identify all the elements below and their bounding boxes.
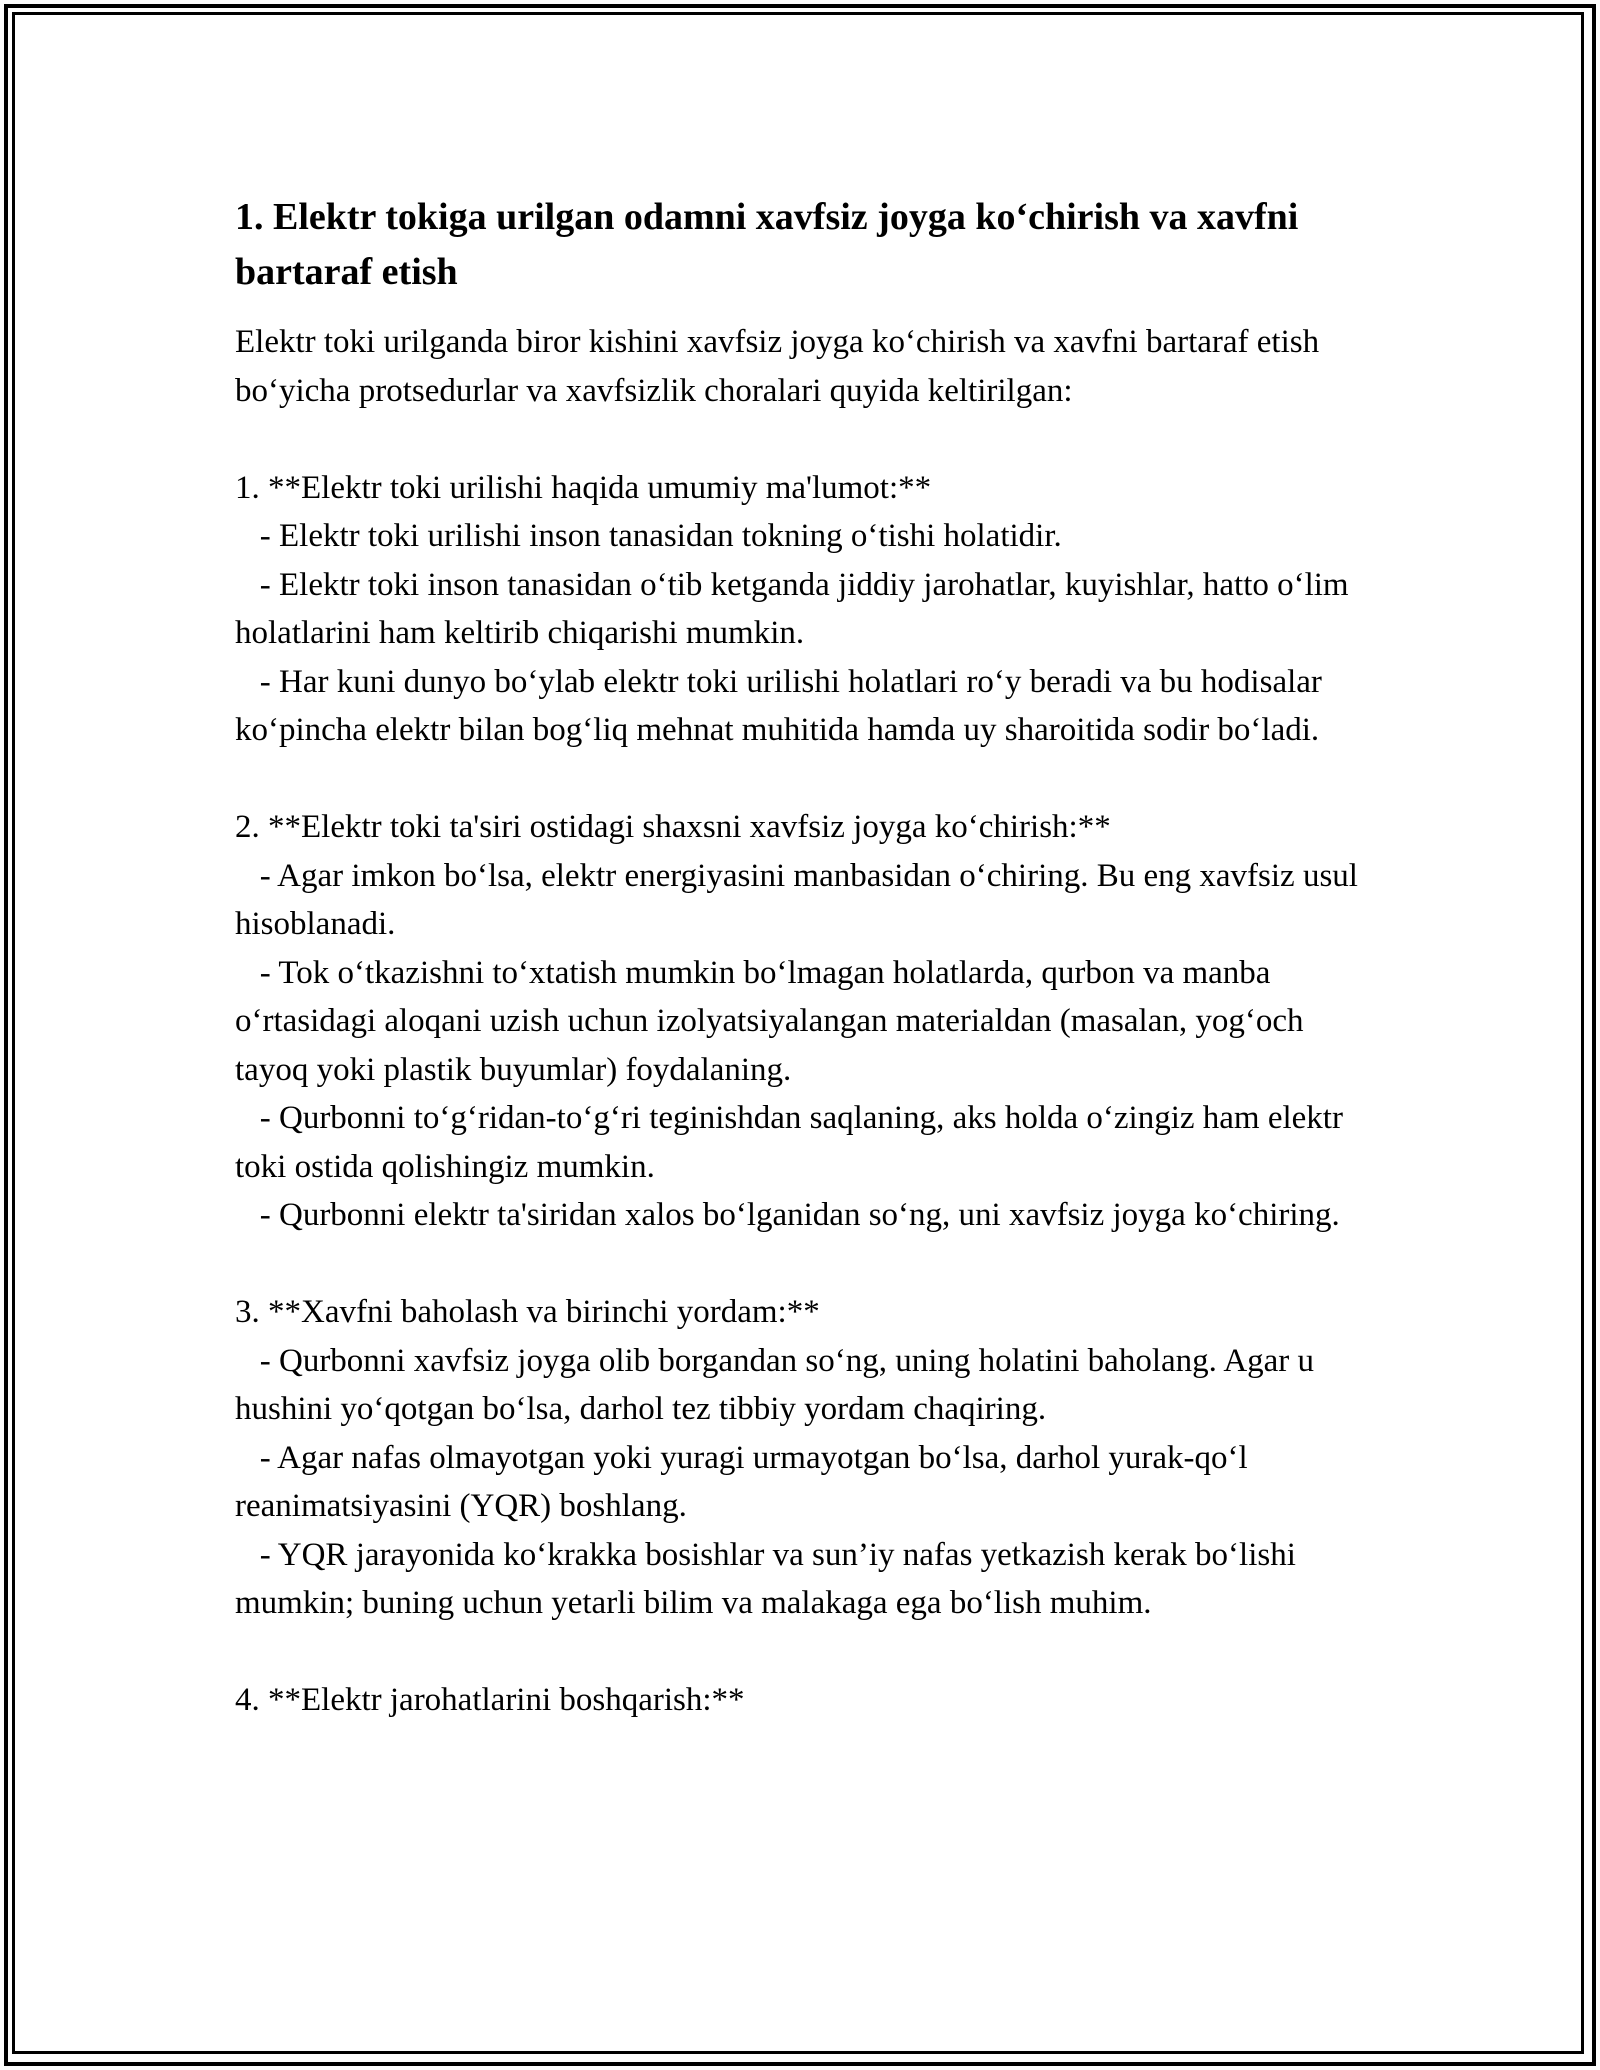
intro-paragraph: Elektr toki urilganda biror kishini xavfsiz joyga koʻchirish va xavfni bartaraf etish boʻyicha protsedurlar va xavfsizlik choralari quyida keltirilgan: [235,324,1320,409]
bullet-item: - Har kuni dunyo boʻylab elektr toki urilishi holatlari roʻy beradi va bu hodisalar koʻpincha elektr bilan bogʻliq mehnat muhitida hamda uy sharoitida sodir boʻladi. [235,663,1322,748]
bullet-item: - Qurbonni elektr ta'siridan xalos boʻlganidan soʻng, uni xavfsiz joyga koʻchiring. [259,1197,1340,1233]
bullet-item: - Agar imkon boʻlsa, elektr energiyasini manbasidan oʻchiring. Bu eng xavfsiz usul hisoblanadi. [235,857,1358,942]
bullet-item: - Qurbonni toʻgʻridan-toʻgʻri teginishdan saqlaning, aks holda oʻzingiz ham elektr toki ostida qolishingiz mumkin. [235,1100,1343,1185]
section-1 [235,464,1385,755]
bullet-item: - Elektr toki urilishi inson tanasidan tokning oʻtishi holatidir. [259,518,1062,554]
document-body [235,190,1385,1725]
bullet-item: - YQR jarayonida koʻkrakka bosishlar va sun’iy nafas yetkazish kerak boʻlishi mumkin; buning uchun yetarli bilim va malakaga ega boʻlish muhim. [235,1536,1296,1621]
bullet-item: - Qurbonni xavfsiz joyga olib borgandan soʻng, uning holatini baholang. Agar u hushini yoʻqotgan boʻlsa, darhol tez tibbiy yordam chaqiring. [235,1342,1315,1427]
bullet-item: - Tok oʻtkazishni toʻxtatish mumkin boʻlmagan holatlarda, qurbon va manba oʻrtasidagi aloqani uzish uchun izolyatsiyalangan materialdan (masalan, yogʻoch tayoq yoki plastik buyumlar) foydalaning. [235,954,1304,1088]
bullet-item: - Elektr toki inson tanasidan oʻtib ketganda jiddiy jarohatlar, kuyishlar, hatto oʻlim holatlarini ham keltirib chiqarishi mumkin. [235,566,1349,651]
section-heading: 1. **Elektr toki urilishi haqida umumiy ma'lumot:** [235,469,932,506]
section-heading: 2. **Elektr toki ta'siri ostidagi shaxsni xavfsiz joyga koʻchirish:** [235,809,1111,845]
section-heading: 3. **Xavfni baholash va birinchi yordam:** [235,1294,820,1330]
section-2 [235,803,1385,1240]
sections-container [235,464,1385,1725]
section-4 [235,1676,1385,1725]
section-3 [235,1288,1385,1628]
section-heading: 4. **Elektr jarohatlarini boshqarish:** [235,1682,745,1718]
document-title: 1. Elektr tokiga urilgan odamni xavfsiz joyga koʻchirish va xavfni bartaraf etish [235,196,1299,293]
bullet-item: - Agar nafas olmayotgan yoki yuragi urmayotgan boʻlsa, darhol yurak-qoʻl reanimatsiyasini (YQR) boshlang. [235,1439,1248,1524]
